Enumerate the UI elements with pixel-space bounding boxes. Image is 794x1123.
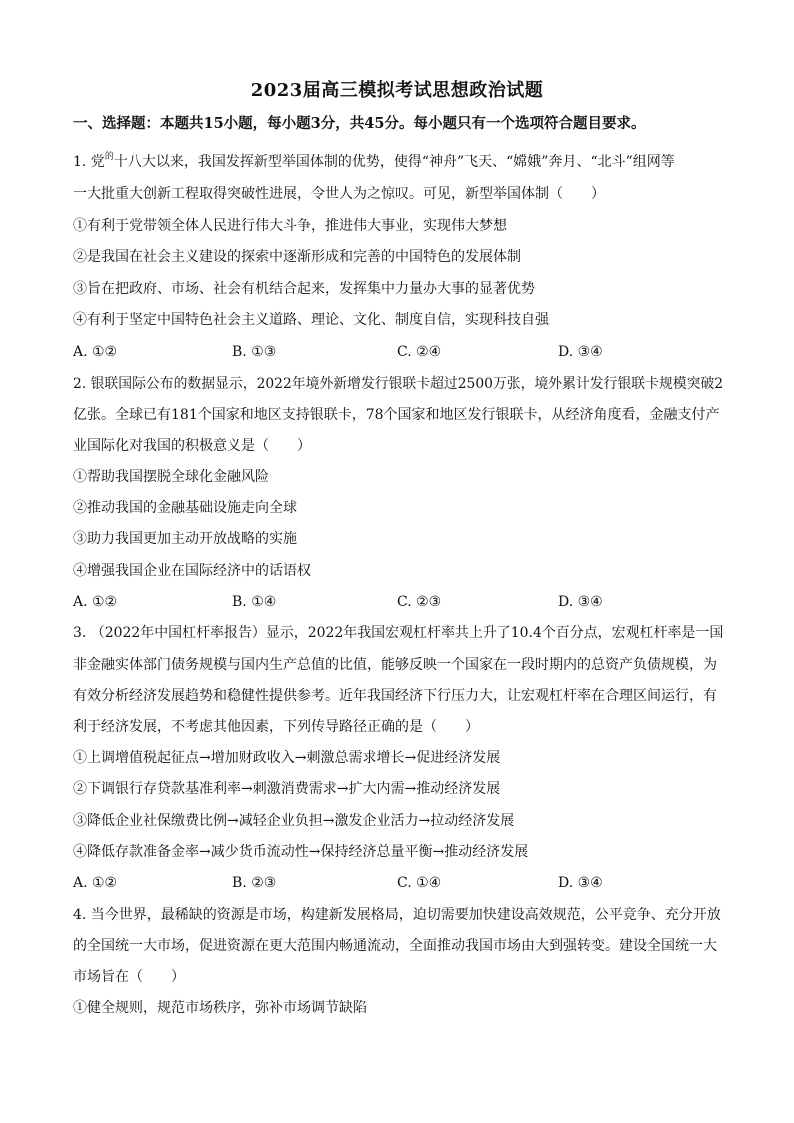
- q2-stem-line-3: 业国际化对我国的积极意义是（ ）: [73, 438, 311, 454]
- q4-stem-line-1: 4. 当今世界，最稀缺的资源是市场，构建新发展格局，迫切需要加快建设高效规范，公平竞争、充分开放: [73, 907, 721, 923]
- q3-option-c: C. ①④: [397, 875, 442, 891]
- q2-statement-1: ①帮助我国摆脱全球化金融风险: [73, 469, 269, 485]
- q2-option-a: A. ①②: [73, 594, 118, 610]
- q3-statement-2: ②下调银行存贷款基准利率→刺激消费需求→扩大内需→推动经济发展: [73, 781, 501, 797]
- q2-statement-2: ②推动我国的金融基础设施走向全球: [73, 500, 297, 516]
- q3-stem-line-1: 3. （2022年中国杠杆率报告）显示，2022年我国宏观杠杆率共上升了10.4个百分点，宏观杠杆率是一国: [73, 625, 724, 641]
- q1-stem-line-1: [73, 152, 723, 174]
- q2-option-c: C. ②③: [397, 594, 442, 610]
- q2-stem-line-2: 亿张。全球已有181个国家和地区支持银联卡，78个国家和地区发行银联卡，从经济角度看，金融支付产: [73, 407, 720, 423]
- q1-statement-4: ④有利于坚定中国特色社会主义道路、理论、文化、制度自信，实现科技自强: [73, 312, 549, 328]
- q3-statement-4: ④降低存款准备金率→减少货币流动性→保持经济总量平衡→推动经济发展: [73, 844, 529, 860]
- q1-option-d: D. ③④: [558, 344, 603, 360]
- q1-superscript: 的: [104, 152, 114, 162]
- q2-stem-line-1: 2. 银联国际公布的数据显示，2022年境外新增发行银联卡超过2500万张，境外累计发行银联卡规模突破2: [73, 376, 724, 392]
- q1-statement-3: ③旨在把政府、市场、社会有机结合起来，发挥集中力量办大事的显著优势: [73, 281, 535, 297]
- exam-title: 2023届高三模拟考试思想政治试题: [250, 80, 544, 101]
- q2-option-d: D. ③④: [558, 594, 603, 610]
- q3-stem-line-3: 有效分析经济发展趋势和稳健性提供参考。近年我国经济下行压力大，让宏观杠杆率在合理区间运行，有: [73, 688, 717, 704]
- q1-number: 1. 党: [73, 154, 105, 170]
- q1-option-a: A. ①②: [73, 344, 118, 360]
- q4-statement-1: ①健全规则，规范市场秩序，弥补市场调节缺陷: [73, 1000, 367, 1016]
- q3-stem-line-4: 利于经济发展，不考虑其他因素，下列传导路径正确的是（ ）: [73, 719, 479, 735]
- q4-stem-line-2: 的全国统一大市场，促进资源在更大范围内畅通流动，全面推动我国市场由大到强转变。建设全国统一大: [73, 938, 717, 954]
- section-heading: 一、选择题：本题共15小题，每小题3分，共45分。每小题只有一个选项符合题目要求。: [73, 115, 646, 132]
- q2-option-b: B. ①④: [232, 594, 277, 610]
- q3-option-d: D. ③④: [558, 875, 603, 891]
- q1-statement-2: ②是我国在社会主义建设的探索中逐渐形成和完善的中国特色的发展体制: [73, 249, 521, 265]
- q2-statement-3: ③助力我国更加主动开放战略的实施: [73, 531, 297, 547]
- q1-option-b: B. ①③: [232, 344, 277, 360]
- q1-stem-text: 十八大以来，我国发挥新型举国体制的优势，使得“神舟”飞天、“嫦娥”奔月、“北斗”组网等: [113, 154, 675, 170]
- q4-stem-line-3: 市场旨在（ ）: [73, 969, 185, 985]
- q3-statement-1: ①上调增值税起征点→增加财政收入→刺激总需求增长→促进经济发展: [73, 750, 501, 766]
- q1-statement-1: ①有利于党带领全体人民进行伟大斗争，推进伟大事业，实现伟大梦想: [73, 218, 507, 234]
- q2-statement-4: ④增强我国企业在国际经济中的话语权: [73, 563, 311, 579]
- q3-option-a: A. ①②: [73, 875, 118, 891]
- q1-option-c: C. ②④: [397, 344, 442, 360]
- q3-statement-3: ③降低企业社保缴费比例→减轻企业负担→激发企业活力→拉动经济发展: [73, 813, 515, 829]
- q3-option-b: B. ②③: [232, 875, 277, 891]
- q3-stem-line-2: 非金融实体部门债务规模与国内生产总值的比值，能够反映一个国家在一段时期内的总资产负债规模，为: [73, 657, 717, 673]
- q1-stem-line-2: 一大批重大创新工程取得突破性进展，令世人为之惊叹。可见，新型举国体制（ ）: [73, 186, 605, 202]
